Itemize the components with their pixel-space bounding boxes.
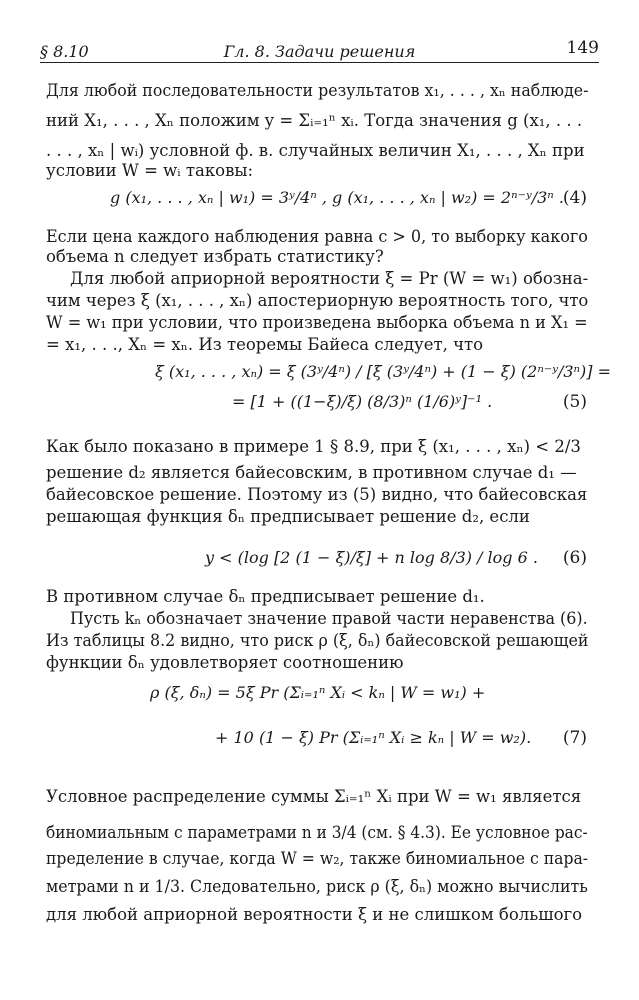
- text-line: Как было показано в примере 1 § 8.9, при ξ (x₁, . . . , xₙ) < 2/3: [46, 437, 581, 456]
- equation-number: (6): [562, 548, 587, 568]
- equation-number: (4): [562, 188, 587, 208]
- text-line: . . . , xₙ | wᵢ) условной ф. в. случайных величин X₁, . . . , Xₙ при: [46, 141, 585, 160]
- text-line: Для любой последовательности результатов x₁, . . . , xₙ наблюде-: [46, 81, 589, 100]
- text-line: чим через ξ (x₁, . . . , xₙ) апостериорную вероятность того, что: [46, 291, 589, 310]
- text-line: Если цена каждого наблюдения равна c > 0, то выборку какого: [46, 227, 588, 246]
- text-line: биномиальным с параметрами n и 3/4 (см. § 4.3). Ее условное рас-: [46, 823, 588, 842]
- text-line: В противном случае δₙ предписывает решение d₁.: [46, 587, 485, 606]
- text-line: функции δₙ удовлетворяет соотношению: [46, 653, 404, 672]
- header-rule: [40, 62, 599, 63]
- text-line: пределение в случае, когда W = w₂, также биномиальное с пара-: [46, 849, 589, 868]
- section-number: § 8.10: [40, 42, 89, 61]
- running-header: [40, 36, 599, 62]
- chapter-title: Гл. 8. Задачи решения: [223, 42, 416, 61]
- equation-5-part1: ξ (x₁, . . . , xₙ) = ξ (3ʸ/4ⁿ) / [ξ (3ʸ/4ⁿ) + (1 − ξ) (2ⁿ⁻ʸ/3ⁿ)] =: [155, 362, 611, 381]
- text-line: Условное распределение суммы Σᵢ₌₁ⁿ Xᵢ при W = w₁ является: [46, 787, 582, 806]
- page-number: 149: [566, 38, 599, 58]
- text-line: метрами n и 1/3. Следовательно, риск ρ (ξ, δₙ) можно вычислить: [46, 877, 588, 896]
- text-line: Для любой априорной вероятности ξ = Pr (W = w₁) обозна-: [70, 269, 589, 288]
- text-line: для любой априорной вероятности ξ и не слишком большого: [46, 905, 583, 924]
- text-line: байесовское решение. Поэтому из (5) видно, что байесовская: [46, 485, 588, 504]
- text-line: ний X₁, . . . , Xₙ положим y = Σᵢ₌₁ⁿ xᵢ. Тогда значения g (x₁, . . .: [46, 111, 583, 130]
- equation-6: y < (log [2 (1 − ξ)/ξ] + n log 8/3) / log 6 .: [205, 548, 538, 567]
- text-line: условии W = wᵢ таковы:: [46, 161, 254, 180]
- text-line: = x₁, . . ., Xₙ = xₙ. Из теоремы Байеса следует, что: [46, 335, 484, 354]
- text-line: объема n следует избрать статистику?: [46, 247, 384, 266]
- text-line: Из таблицы 8.2 видно, что риск ρ (ξ, δₙ) байесовской решающей: [46, 631, 589, 650]
- equation-7-part2: + 10 (1 − ξ) Pr (Σᵢ₌₁ⁿ Xᵢ ≥ kₙ | W = w₂).: [215, 728, 532, 747]
- text-line: W = w₁ при условии, что произведена выборка объема n и X₁ =: [46, 313, 588, 332]
- text-line: Пусть kₙ обозначает значение правой части неравенства (6).: [70, 609, 588, 628]
- equation-7-part1: ρ (ξ, δₙ) = 5ξ Pr (Σᵢ₌₁ⁿ Xᵢ < kₙ | W = w₁) +: [150, 683, 486, 702]
- text-line: решение d₂ является байесовским, в противном случае d₁ —: [46, 463, 577, 482]
- equation-4: g (x₁, . . . , xₙ | w₁) = 3ʸ/4ⁿ , g (x₁, . . . , xₙ | w₂) = 2ⁿ⁻ʸ/3ⁿ .: [110, 188, 564, 207]
- equation-5-part2: = [1 + ((1−ξ)/ξ) (8/3)ⁿ (1/6)ʸ]⁻¹ .: [232, 392, 493, 411]
- text-line: решающая функция δₙ предписывает решение d₂, если: [46, 507, 530, 526]
- equation-number: (7): [562, 728, 587, 748]
- equation-number: (5): [562, 392, 587, 412]
